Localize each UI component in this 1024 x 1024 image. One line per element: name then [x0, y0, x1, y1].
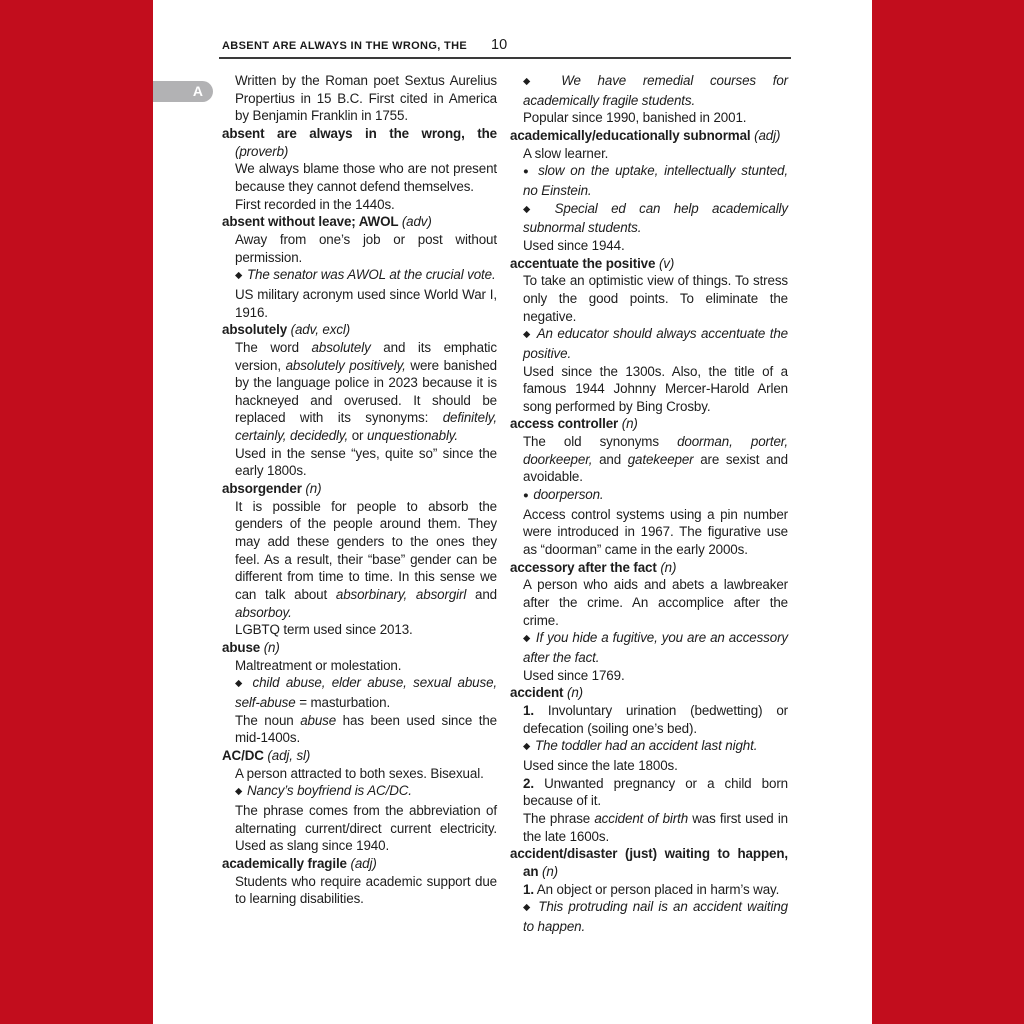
dictionary-entry	[222, 321, 497, 480]
entry-paragraph: ◆ The toddler had an accident last night.	[523, 738, 758, 754]
entry-headword: accident (n)	[510, 685, 583, 701]
entry-headword: accentuate the positive (v)	[510, 255, 675, 271]
entry-paragraph: The phrase comes from the abbreviation of alternating current/direct current electricity. Used as slang since 1940.	[235, 802, 497, 854]
entry-headword: absorgender (n)	[222, 481, 322, 497]
entry-paragraph: Popular since 1990, banished in 2001.	[523, 110, 747, 126]
dictionary-entry	[222, 125, 497, 213]
entry-headword: absent are always in the wrong, the (proverb)	[222, 125, 497, 159]
entry-part-of-speech: (n)	[660, 559, 677, 575]
entry-part-of-speech: (n)	[263, 640, 280, 655]
entry-headword: academically/educationally subnormal (adj)	[510, 127, 781, 143]
entry-paragraph: First recorded in the 1440s.	[235, 196, 395, 212]
entry-paragraph: Used since 1944.	[523, 237, 625, 253]
entry-paragraph: A person attracted to both sexes. Bisexual.	[235, 765, 484, 781]
thumb-tab-label: A	[192, 83, 203, 99]
entry-paragraph: It is possible for people to absorb the genders of the people around them. They may add these genders to the ones they feel. As a result, their “base” gender can be different from time to time. In this sense we can talk about absorbinary, absorgirl and absorboy.	[235, 498, 497, 620]
entry-paragraph: ◆ An educator should always accentuate the positive.	[523, 326, 788, 361]
dictionary-entry	[510, 72, 788, 127]
entry-part-of-speech: (proverb)	[235, 143, 289, 159]
entry-paragraph: US military acronym used since World War I, 1916.	[235, 286, 497, 320]
dictionary-entry	[510, 684, 788, 845]
column-right	[510, 72, 788, 936]
entry-paragraph: ● doorperson.	[523, 487, 604, 503]
dictionary-entry	[222, 480, 497, 639]
entry-part-of-speech: (adj, sl)	[267, 747, 311, 763]
entry-headword: accident/disaster (just) waiting to happen, an (n)	[510, 846, 788, 879]
entry-paragraph: The phrase accident of birth was first used in the late 1600s.	[523, 810, 789, 844]
entry-paragraph: 1. An object or person placed in harm’s way.	[523, 881, 780, 897]
entry-paragraph: A person who aids and abets a lawbreaker after the crime. An accomplice after the crime.	[523, 577, 788, 628]
entry-part-of-speech: (adj)	[754, 127, 781, 143]
entry-paragraph: Students who require academic support due to learning disabilities.	[235, 873, 497, 907]
entry-part-of-speech: (n)	[566, 685, 583, 701]
entry-paragraph: ◆ The senator was AWOL at the crucial vote.	[235, 267, 496, 283]
entry-paragraph: Written by the Roman poet Sextus Aurelius Propertius in 15 B.C. First cited in America by Benjamin Franklin in 1755.	[235, 73, 497, 124]
entry-headword: accessory after the fact (n)	[510, 559, 677, 575]
entry-part-of-speech: (adj)	[350, 855, 377, 871]
left-red-band	[0, 0, 153, 1024]
entry-paragraph: Access control systems using a pin number were introduced in 1967. The figurative use as “doorman” came in the early 2000s.	[523, 506, 788, 558]
dictionary-entry	[222, 213, 497, 321]
dictionary-entry	[222, 855, 497, 908]
entry-headword: abuse (n)	[222, 640, 280, 655]
entry-headword: access controller (n)	[510, 416, 638, 432]
entry-part-of-speech: (v)	[658, 255, 675, 271]
dictionary-entry	[510, 559, 788, 685]
entry-headword: AC/DC (adj, sl)	[222, 747, 311, 763]
column-left	[222, 72, 497, 908]
page-number: 10	[491, 37, 508, 53]
entry-headword: absent without leave; AWOL (adv)	[222, 214, 432, 230]
entry-headword: academically fragile (adj)	[222, 855, 377, 871]
entry-paragraph: Used since the 1300s. Also, the title of a famous 1944 Johnny Mercer-Harold Arlen song performed by Bing Crosby.	[523, 363, 788, 414]
entry-paragraph: The noun abuse has been used since the mid-1400s.	[235, 712, 497, 746]
running-header-title: ABSENT ARE ALWAYS IN THE WRONG, THE	[222, 40, 468, 52]
entry-paragraph: The old synonyms doorman, porter, doorkeeper, and gatekeeper are sexist and avoidable.	[523, 434, 788, 485]
entry-paragraph: ◆ Special ed can help academically subnormal students.	[523, 200, 788, 236]
entry-paragraph: 1. Involuntary urination (bedwetting) or defecation (soiling one’s bed).	[523, 702, 788, 736]
entry-paragraph: Used since the late 1800s.	[523, 757, 678, 773]
right-red-band	[872, 0, 1024, 1024]
entry-paragraph: To take an optimistic view of things. To stress only the good points. To eliminate the negative.	[523, 273, 788, 324]
entry-part-of-speech: (adv, excl)	[290, 322, 351, 338]
entry-paragraph: The word absolutely and its emphatic version, absolutely positively, were banished by the language police in 2023 because it is hackneyed and overused. It should be replaced with its synonyms: definitely, certainly, decidedly, or unquestionably.	[235, 339, 497, 444]
header-rule	[219, 57, 791, 59]
entry-paragraph: ● slow on the uptake, intellectually stunted, no Einstein.	[523, 163, 788, 198]
entry-paragraph: ◆ This protruding nail is an accident waiting to happen.	[523, 899, 788, 934]
entry-paragraph: ◆ We have remedial courses for academically fragile students.	[523, 73, 788, 108]
entry-part-of-speech: (n)	[621, 416, 638, 432]
entry-paragraph: We always blame those who are not present because they cannot defend themselves.	[235, 161, 497, 194]
entry-paragraph: A slow learner.	[523, 145, 609, 161]
dictionary-entry	[222, 72, 497, 125]
entry-part-of-speech: (n)	[542, 863, 559, 879]
dictionary-entry	[510, 845, 788, 935]
entry-paragraph: Used in the sense “yes, quite so” since the early 1800s.	[235, 445, 497, 479]
dictionary-entry	[510, 255, 788, 416]
entry-headword: absolutely (adv, excl)	[222, 322, 351, 338]
page-surface	[153, 0, 872, 1024]
entry-paragraph: Away from one’s job or post without permission.	[235, 231, 497, 265]
thumb-tab-letter-a	[153, 81, 213, 102]
entry-part-of-speech: (adv)	[401, 214, 432, 230]
entry-paragraph: Maltreatment or molestation.	[235, 657, 402, 673]
entry-paragraph: ◆ If you hide a fugitive, you are an accessory after the fact.	[523, 630, 789, 665]
entry-paragraph: Used since 1769.	[523, 667, 625, 683]
entry-paragraph: LGBTQ term used since 2013.	[235, 622, 413, 638]
entry-paragraph: ◆ Nancy’s boyfriend is AC/DC.	[235, 783, 412, 799]
entry-paragraph: ◆ child abuse, elder abuse, sexual abuse, self-abuse = masturbation.	[235, 675, 497, 710]
entry-paragraph: 2. Unwanted pregnancy or a child born because of it.	[523, 775, 788, 809]
dictionary-entry	[510, 127, 788, 255]
dictionary-entry	[510, 415, 788, 558]
dictionary-entry	[222, 747, 497, 855]
dictionary-entry	[222, 639, 497, 747]
entry-part-of-speech: (n)	[305, 481, 322, 497]
